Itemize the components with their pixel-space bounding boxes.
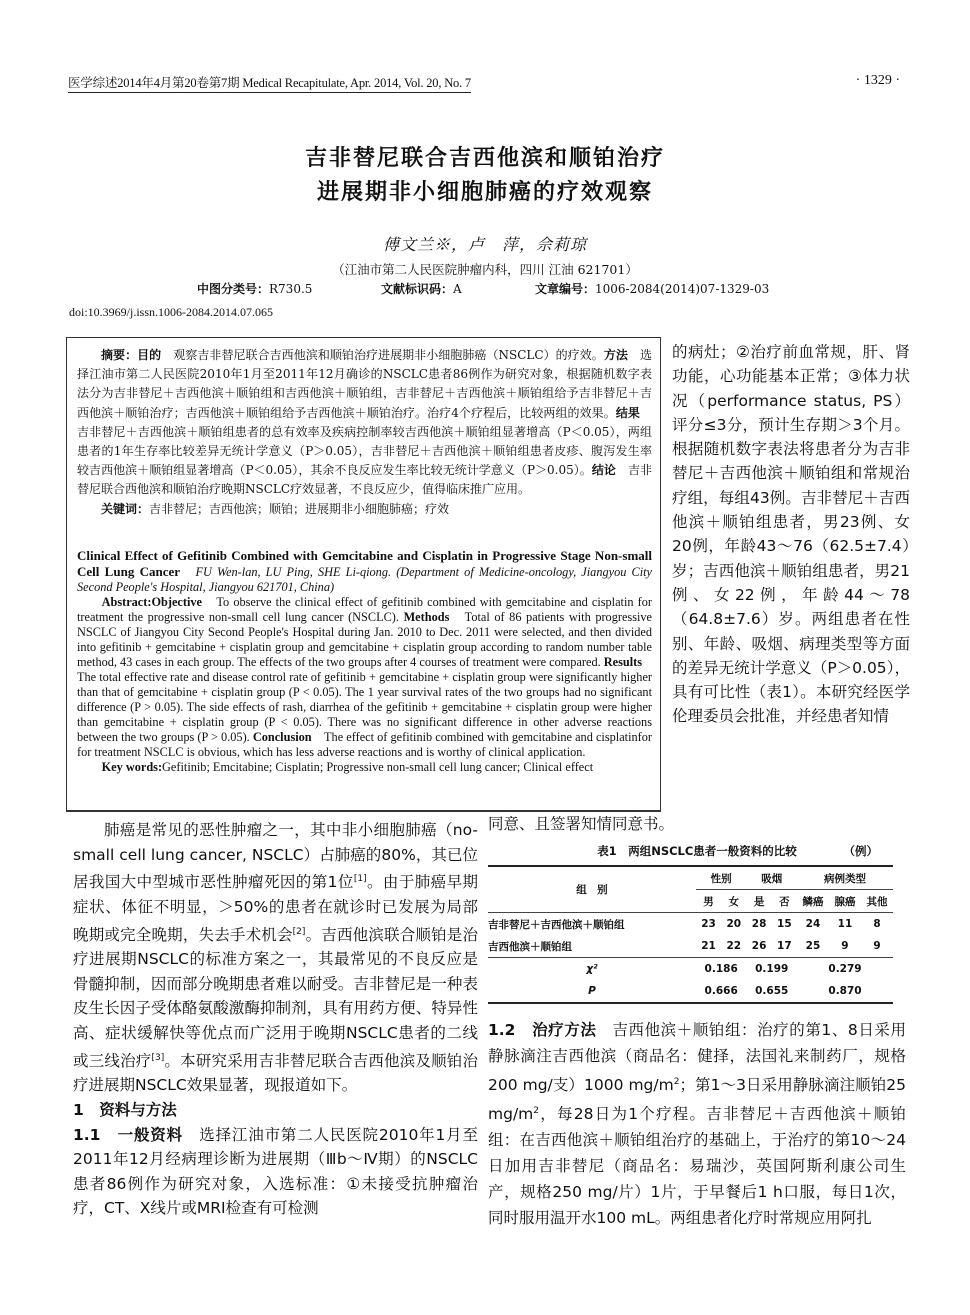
doi: doi:10.3969/j.issn.1006-2084.2014.07.065 <box>69 305 274 319</box>
document-code <box>381 280 462 297</box>
subheader-female: 女 <box>728 895 740 908</box>
baseline-comparison-table <box>488 865 893 1004</box>
authors: 傅文兰※，卢 萍，佘莉琼 <box>382 235 587 254</box>
intro-text-2: 。由于肺癌早期症状、体征不明显，＞50%的患者在就诊时已发展为局部晚期或完全晚期，失去手术机会 <box>73 873 478 944</box>
superscript: 2 <box>673 1077 680 1087</box>
section-heading-1: 1 资料与方法 <box>73 1101 177 1119</box>
en-objective-text: To observe the clinical effect of gefitinib combined with gemcitabine and cisplatin for treatment the progressive non-small cell lung cancer (NSCLC). <box>77 595 652 624</box>
table-row-chi2 <box>488 958 893 981</box>
clc-number <box>197 280 312 297</box>
superscript: 2 <box>533 1106 539 1117</box>
subheader-adeno: 腺癌 <box>834 895 856 908</box>
cell: 8 <box>873 918 881 930</box>
abstract-english <box>77 548 655 775</box>
affiliation: （江油市第二人民医院肿瘤内科，四川 江油 621701） <box>332 262 638 277</box>
citation-1[interactable]: [1] <box>353 874 367 885</box>
article-no-label: 文章编号： <box>535 282 596 296</box>
table-1 <box>488 843 906 1004</box>
results-label: 结果 <box>615 405 640 420</box>
subsection-1-1 <box>73 1123 478 1221</box>
en-keywords-label: Key words: <box>101 760 163 774</box>
article-number <box>535 280 769 297</box>
table-row <box>488 913 893 936</box>
table-title: 表1 两组NSCLC患者一般资料的比较 <box>597 844 797 858</box>
subheader-smoking-no: 否 <box>779 895 790 908</box>
chi2-label: χ² <box>488 958 696 981</box>
header-smoking: 吸烟 <box>746 866 797 890</box>
chi2-type: 0.279 <box>797 958 893 981</box>
cell: 22 <box>726 940 742 952</box>
p-smoking: 0.655 <box>746 980 797 1003</box>
p-sex: 0.666 <box>696 980 747 1003</box>
body-right-column-top <box>672 340 910 729</box>
english-title: Clinical Effect of Gefitinib Combined with Gemcitabine and Cisplatin in Progressive Stage Non-small Cell Lung Cancer <box>77 548 652 579</box>
cell: 15 <box>777 918 792 930</box>
en-methods-label: Methods <box>403 610 450 624</box>
cell: 20 <box>726 918 742 930</box>
header-group: 组 别 <box>488 866 696 913</box>
table-row-p <box>488 980 893 1003</box>
conclusion-label: 结论 <box>591 463 616 478</box>
clc-label: 中图分类号： <box>197 282 270 296</box>
article-title-line-1: 吉非替尼联合吉西他滨和顺铂治疗 <box>304 146 665 171</box>
intro-paragraph <box>73 818 478 1098</box>
cell: 24 <box>805 918 821 930</box>
cell: 21 <box>701 940 716 952</box>
cell: 25 <box>805 940 821 952</box>
en-conclusion-label: Conclusion <box>252 730 312 744</box>
article-title-line-2: 进展期非小细胞肺癌的疗效观察 <box>316 180 653 205</box>
en-methods-text: Total of 86 patients with progressive NSCLC of Jiangyou City Second People's Hospital during Jan. 2010 to Dec. 2011 were selected, and then divided into gefitinib + gemcitabine + cisplatin group and gemcitabine + cisplatin group according to random number table method, 43 cases in each group. The effects of the two groups after 4 courses of treatment were compared. <box>77 610 652 669</box>
keywords-label: 关键词： <box>101 501 150 516</box>
cell: 11 <box>837 918 853 930</box>
treatment-text-2: ；第1～3日采用静脉滴注顺铂25 mg/m <box>488 1076 906 1124</box>
abstract-label: 摘要： <box>101 348 138 362</box>
citation-3[interactable]: [3] <box>151 1052 165 1063</box>
subsection-1-1-heading: 1.1 一般资料 <box>73 1125 183 1144</box>
cell: 9 <box>841 940 849 952</box>
intro-text-1: 肺癌是常见的恶性肿瘤之一，其中非小细胞肺癌（no-small cell lung cancer, NSCLC）占肺癌的80%，其已位居我国大中型城市恶性肿瘤死因的第1位 <box>73 821 478 892</box>
table-caption <box>488 843 906 861</box>
subheader-male: 男 <box>703 895 714 908</box>
subheader-squamous: 鳞癌 <box>802 895 824 908</box>
objective-text: 观察吉非替尼联合吉西他滨和顺铂治疗进展期非小细胞肺癌（NSCLC）的疗效。 <box>161 348 604 362</box>
subheader-smoking-yes: 是 <box>753 895 765 908</box>
subsection-1-1-text: 选择江油市第二人民医院2010年1月至2011年12月经病理诊断为进展期（Ⅲb～Ⅳ期）的NSCLC患者86例作为研究对象，入选标准：①未接受抗肿瘤治疗，CT、X线片或MRI检查有可检测 <box>73 1125 478 1218</box>
p-label: P <box>488 980 696 1003</box>
methods-text: 选择江油市第二人民医院2010年1月至2011年12月确诊的NSCLC患者86例作为研究对象，根据随机数字表法分为吉非替尼＋吉西他滨＋顺铂组和吉西他滨＋顺铂组，吉非替尼＋吉西他滨＋顺铂组给予吉非替尼＋吉西他滨＋顺铂治疗；吉西他滨＋顺铂组给予吉西他滨＋顺铂治疗。治疗4个疗程后，比较两组的效果。 <box>77 348 652 420</box>
citation-2[interactable]: [2] <box>292 926 306 937</box>
english-authors: FU Wen-lan, LU Ping, SHE Li-qiong. <box>195 565 392 579</box>
objective-label: 目的 <box>137 348 162 362</box>
row-group-name: 吉非替尼＋吉西他滨＋顺铂组 <box>488 918 625 931</box>
inclusion-criteria-text: 的病灶；②治疗前血常规，肝、肾功能，心功能基本正常；③体力状况（performance status, PS）评分≤3分，预计生存期＞3个月。根据随机数字表法将患者分为吉非替尼＋吉西他滨＋顺铂组和常规治疗组，每组43例。吉非替尼＋吉西他滨＋顺铂组患者，男23例、女20例，年龄43～76（62.5±7.4）岁；吉西他滨＋顺铂组患者，男21例、女22例，年龄44～78（64.8±7.6）岁。两组患者在性别、年龄、吸烟、病理类型等方面的差异无统计学意义（P＞0.05），具有可比性（表1）。本研究经医学伦理委员会批准，并经患者知情 <box>672 343 910 726</box>
chi2-smoking: 0.199 <box>746 958 797 981</box>
article-no-value: 1006-2084(2014)07-1329-03 <box>595 282 770 296</box>
cell: 9 <box>873 940 881 952</box>
consent-text: 同意、且签署知情同意书。 <box>488 815 675 833</box>
cell: 23 <box>701 918 716 930</box>
header-pathology-type: 病例类型 <box>797 866 893 890</box>
intro-text-4: 。本研究采用吉非替尼联合吉西他滨及顺铂治疗进展期NSCLC效果显著，现报道如下。 <box>73 1051 478 1095</box>
treatment-text-3: ，每28日为1个疗程。吉非替尼＋吉西他滨＋顺铂组：在吉西他滨＋顺铂组治疗的基础上，于治疗的第10～24日加用吉非替尼（商品名：易瑞沙，英国阿斯利康公司生产，规格250 mg/片）1片，于早餐后1 h口服，每日1次，同时服用温开水100 mL。两组患者化疗时常规应用阿扎 <box>488 1105 906 1228</box>
page-number: · 1329 · <box>855 73 900 88</box>
subsection-1-2-heading: 1.2 治疗方法 <box>488 1021 597 1039</box>
en-keywords-text: Gefitinib; Emcitabine; Cisplatin; Progressive non-small cell lung cancer; Clinical effect <box>162 760 594 774</box>
intro-text-3: 。吉西他滨联合顺铂是治疗进展期NSCLC的标准方案之一，其最常见的不良反应是骨髓抑制，因而部分晚期患者难以耐受。吉非替尼是一种表皮生长因子受体酪氨酸激酶抑制剂，具有用药方便、特异性高、症状缓解快等优点而广泛用于晚期NSCLC患者的二线或三线治疗 <box>73 925 478 1070</box>
p-type: 0.870 <box>797 980 893 1003</box>
cell: 17 <box>777 940 792 952</box>
row-group-name: 吉西他滨＋顺铂组 <box>488 940 572 953</box>
keywords-text: 吉非替尼；吉西他滨；顺铂；进展期非小细胞肺癌；疗效 <box>149 501 450 516</box>
abstract-box <box>66 337 661 812</box>
en-abstract-label: Abstract: <box>101 595 152 609</box>
subheader-other: 其他 <box>866 895 888 908</box>
results-text: 吉非替尼＋吉西他滨＋顺铂组患者的总有效率及疾病控制率较吉西他滨＋顺铂组显著增高（P＜0.05），两组患者的1年生存率比较差异无统计学意义（P＞0.05），吉非替尼＋吉西他滨＋顺铂组患者皮疹、腹泻发生率较吉西他滨＋顺铂组显著增高（P＜0.05），其余不良反应发生率比较无统计学意义（P＞0.05）。 <box>77 405 652 478</box>
cell: 28 <box>751 918 767 930</box>
body-right-column-bottom <box>488 1017 906 1231</box>
conclusion-text: 吉非替尼联合西他滨和顺铂治疗晚期NSCLC疗效显著，不良反应少，值得临床推广应用。 <box>77 463 652 497</box>
english-affiliation: (Department of Medicine-oncology, Jiangyou City Second People's Hospital, Jiangyou 621701, China) <box>77 565 652 594</box>
en-results-text: The total effective rate and disease control rate of gefitinib + gemcitabine + cisplatin group were significantly higher than that of gemcitabine + cisplatin group (P < 0.05). The 1 year survival rates of the two groups had no significant difference (P > 0.05). The side effects of rash, diarrhea of the gefitinib + gemcitabine + cisplatin group were higher than gemcitabine + cisplatin group (P < 0.05). There was no significant difference in other adverse reactions between the two groups (P > 0.05). <box>77 655 655 744</box>
en-objective-label: Objective <box>151 595 202 609</box>
journal-citation: 医学综述2014年4月第20卷第7期 Medical Recapitulate, Apr. 2014, Vol. 20, No. 7 <box>68 73 471 93</box>
abstract-chinese <box>77 346 652 519</box>
header-sex: 性别 <box>696 866 747 890</box>
body-left-column <box>73 818 478 1221</box>
doc-code-label: 文献标识码： <box>381 282 454 296</box>
cell: 26 <box>751 940 767 952</box>
subsection-1-2 <box>488 1017 906 1231</box>
chi2-sex: 0.186 <box>696 958 747 981</box>
en-conclusion-text: The effect of gefitinib combined with gemcitabine and cisplatinfor for treatment NSCLC is obvious, which has less adverse reactions and is worthy of clinical application. <box>77 730 652 759</box>
table-row <box>488 935 893 958</box>
running-head <box>68 73 910 93</box>
en-results-label: Results <box>603 655 643 669</box>
treatment-text-1: 吉西他滨＋顺铂组：治疗的第1、8日采用静脉滴注吉西他滨（商品名：健择，法国礼来制药厂，规格200 mg/支）1000 mg/m <box>488 1021 906 1095</box>
table-unit: （例） <box>843 844 878 858</box>
methods-label: 方法 <box>603 348 628 362</box>
clc-value: R730.5 <box>269 282 313 296</box>
doc-code-value: A <box>453 282 462 296</box>
